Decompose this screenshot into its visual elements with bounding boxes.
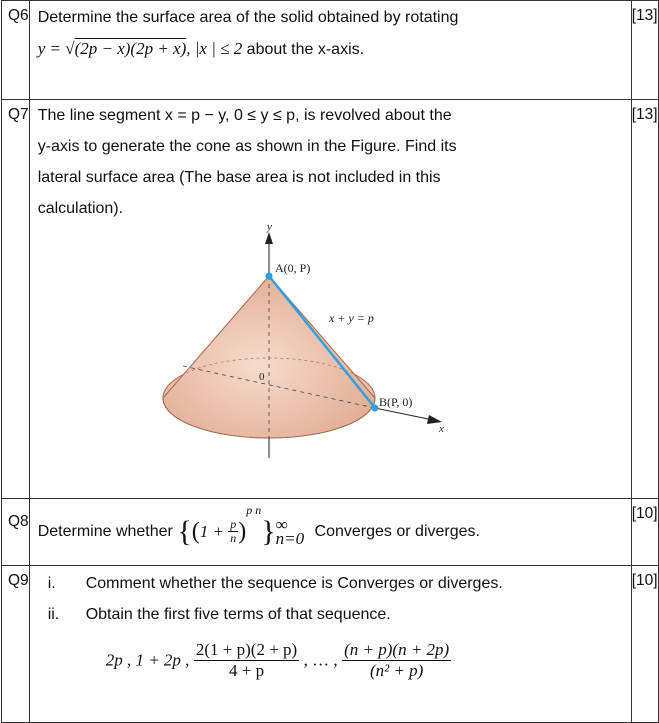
question-number: Q7 bbox=[2, 100, 30, 499]
question-line: y-axis to generate the cone as shown in the Figure. Find its bbox=[37, 138, 457, 155]
fraction-denominator: 4 + p bbox=[228, 661, 265, 680]
lower-index: n=0 bbox=[275, 528, 305, 548]
question-line-tail: about the x-axis. bbox=[242, 41, 365, 58]
seq-start: 2p , 1 + 2p , bbox=[105, 650, 190, 670]
item-marker: ii. bbox=[47, 606, 60, 623]
cone-figure bbox=[143, 221, 623, 476]
point-a-label: A(0, P) bbox=[274, 261, 311, 275]
y-axis-label: y bbox=[266, 221, 272, 233]
item-text: Obtain the first five terms of that sequence. bbox=[85, 606, 391, 623]
inner-fraction bbox=[228, 518, 238, 545]
fraction-denominator: n bbox=[230, 531, 237, 546]
point-a-dot bbox=[265, 273, 272, 280]
fraction-numerator: 2(1 + p)(2 + p) bbox=[195, 640, 298, 659]
first-fraction bbox=[194, 640, 299, 681]
exponent: p n bbox=[246, 503, 262, 517]
point-b-label: B(P, 0) bbox=[378, 395, 413, 409]
ellipsis: , … , bbox=[303, 650, 338, 670]
sequence-expression bbox=[106, 640, 623, 681]
question-table bbox=[1, 0, 659, 723]
question-prefix: Determine whether bbox=[37, 522, 173, 540]
equation-radicand: (2p − x)(2p + x) bbox=[74, 39, 187, 58]
question-number: Q9 bbox=[2, 566, 30, 723]
list-item bbox=[38, 566, 623, 599]
y-axis-arrow bbox=[265, 232, 273, 244]
general-fraction bbox=[342, 640, 451, 681]
marks: [13] bbox=[631, 100, 658, 499]
fraction-denominator: (n² + p) bbox=[369, 661, 424, 680]
x-axis bbox=[375, 408, 433, 420]
question-text bbox=[29, 100, 631, 499]
marks: [10] bbox=[631, 566, 658, 723]
question-text bbox=[29, 1, 631, 100]
paren-open: ( bbox=[191, 518, 200, 545]
x-axis-label: x bbox=[438, 423, 444, 435]
question-line: lateral surface area (The base area is not included in this bbox=[37, 169, 441, 186]
list-item bbox=[38, 599, 623, 630]
fraction-numerator: p bbox=[230, 517, 237, 532]
sqrt-symbol: √ bbox=[65, 39, 75, 58]
brace-open: { bbox=[177, 514, 192, 548]
question-suffix: Converges or diverges. bbox=[314, 522, 480, 540]
marks: [13] bbox=[631, 1, 658, 100]
line-label: x + y = p bbox=[328, 311, 374, 325]
origin-label: 0 bbox=[258, 371, 265, 383]
question-row-q9 bbox=[2, 566, 659, 723]
seq-inner: 1 + bbox=[199, 521, 229, 541]
equation-line bbox=[38, 33, 623, 65]
fraction-numerator: (n + p)(n + 2p) bbox=[344, 640, 450, 659]
point-b-dot bbox=[371, 405, 378, 412]
marks: [10] bbox=[631, 499, 658, 566]
brace-close: } bbox=[261, 514, 276, 548]
question-number: Q8 bbox=[2, 499, 30, 566]
question-text bbox=[29, 566, 631, 723]
question-row-q7 bbox=[2, 100, 659, 499]
index-block bbox=[275, 514, 305, 548]
question-row-q6 bbox=[2, 1, 659, 100]
question-number: Q6 bbox=[2, 1, 30, 100]
question-row-q8 bbox=[2, 499, 659, 566]
question-line: Determine the surface area of the solid obtained by rotating bbox=[37, 9, 459, 26]
paren-close: ) bbox=[238, 518, 247, 545]
question-text bbox=[29, 499, 631, 566]
upper-index: ∞ bbox=[275, 514, 288, 534]
question-line: The line segment x = p − y, 0 ≤ y ≤ p, is revolved about the bbox=[37, 107, 452, 124]
equation-condition: , |x | ≤ 2 bbox=[186, 39, 243, 58]
item-marker: i. bbox=[47, 575, 56, 592]
equation-lhs: y = bbox=[37, 39, 66, 58]
item-text: Comment whether the sequence is Converges or diverges. bbox=[85, 575, 503, 592]
question-line: calculation). bbox=[37, 200, 124, 217]
